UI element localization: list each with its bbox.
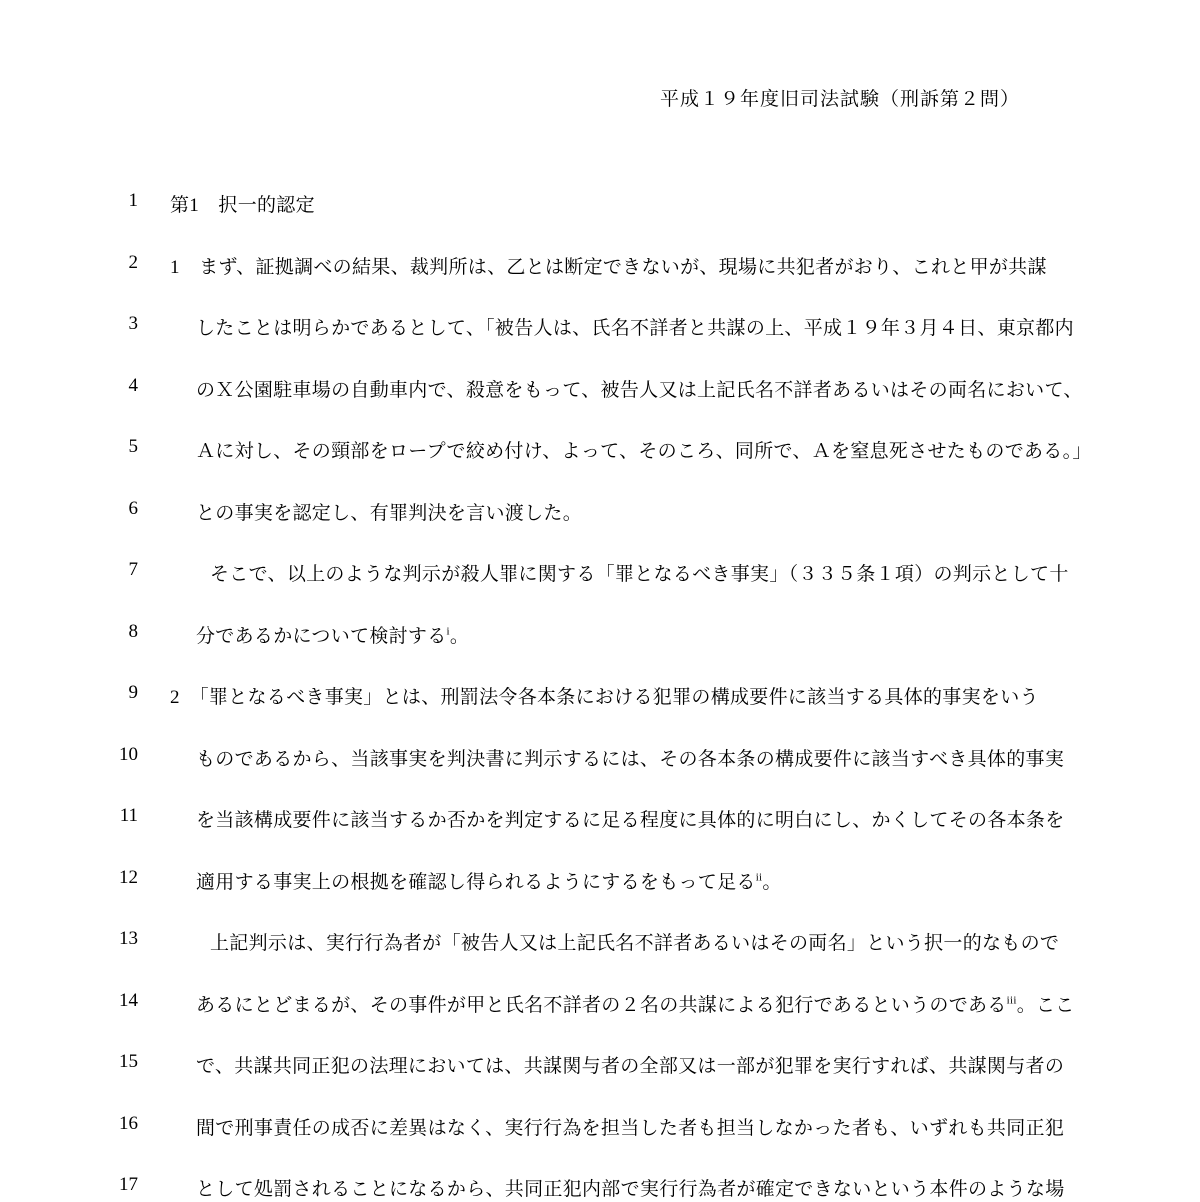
line-number: 14 [119,989,138,1011]
endnote-ref: iii [1006,994,1017,1007]
line-row [0,190,1200,218]
line-text: あるにとどまるが、その事件が甲と氏名不詳者の２名の共謀による犯行であるというのである$^{iii}$。ここ [196,994,1075,1016]
line-row [0,744,1200,772]
line-text: そこで、以上のような判示が殺人罪に関する「罪となるべき事実」（３３５条１項）の判示として十 [210,564,1069,585]
line-number: 8 [128,620,138,642]
line-text: として処罰されることになるから、共同正犯内部で実行行為者が確定できないという本件のような場 [196,1179,1065,1200]
line-row [0,867,1200,895]
line-text: を当該構成要件に該当するか否かを判定するに足る程度に具体的に明白にし、かくしてその各本条を [196,810,1065,831]
line-text: 適用する事実上の根拠を確認し得られるようにするをもって足る$^{ii}$。 [196,871,782,893]
line-number: 12 [119,866,138,888]
line-row [0,682,1200,710]
line-text: のＸ公園駐車場の自動車内で、殺意をもって、被告人又は上記氏名不詳者あるいはその両名において、 [196,379,1083,401]
line-row [0,498,1200,526]
line-row [0,805,1200,833]
line-number: 4 [128,374,138,396]
line-text: したことは明らかであるとして、「被告人は、氏名不詳者と共謀の上、平成１９年３月４日、東京都内 [196,318,1074,339]
line-row [0,928,1200,956]
endnote-ref: ii [755,871,763,884]
line-text: 1 まず、証拠調べの結果、裁判所は、乙とは断定できないが、現場に共犯者がおり、これと甲が共謀 [170,256,1047,278]
line-row [0,436,1200,464]
line-row [0,1051,1200,1079]
line-text: 第1 択一的認定 [170,195,315,216]
line-row [0,1113,1200,1141]
line-row [0,252,1200,280]
line-text: 上記判示は、実行行為者が「被告人又は上記氏名不詳者あるいはその両名」という択一的なもので [210,933,1060,954]
line-number: 13 [119,928,138,949]
line-number: 17 [119,1174,138,1195]
line-text: との事実を認定し、有罪判決を言い渡した。 [196,502,583,524]
line-text: Ａに対し、その頸部をロープで絞め付け、よって、そのころ、同所で、Ａを窒息死させたものである。」 [196,441,1092,462]
line-row [0,990,1200,1018]
line-row [0,1174,1200,1202]
line-number: 9 [128,682,138,703]
line-number: 11 [119,805,138,826]
line-text: で、共謀共同正犯の法理においては、共謀関与者の全部又は一部が犯罪を実行すれば、共謀関与者の [196,1056,1065,1077]
line-text: 2 「罪となるべき事実」とは、刑罰法令各本条における犯罪の構成要件に該当する具体的事実をいう [170,687,1039,708]
line-number: 5 [128,436,138,457]
line-number: 15 [119,1051,138,1072]
line-number: 1 [128,190,138,211]
line-text: 分であるかについて検討する$^i$。 [196,625,470,647]
line-text: 間で刑事責任の成否に差異はなく、実行行為を担当した者も担当しなかった者も、いずれも共同正犯 [196,1117,1065,1139]
line-row [0,559,1200,587]
line-number: 16 [119,1112,138,1134]
line-number: 7 [128,559,138,580]
endnote-ref: i [446,625,450,638]
line-number: 3 [128,313,138,334]
line-row [0,621,1200,649]
line-row [0,375,1200,403]
line-row [0,313,1200,341]
line-number: 6 [128,497,138,519]
document-title: 平成１９年度旧司法試験（刑訴第２問） [659,89,1020,110]
line-number: 2 [128,251,138,273]
line-number: 10 [119,743,138,765]
line-text: ものであるから、当該事実を判決書に判示するには、その各本条の構成要件に該当すべき具体的事実 [196,748,1065,770]
